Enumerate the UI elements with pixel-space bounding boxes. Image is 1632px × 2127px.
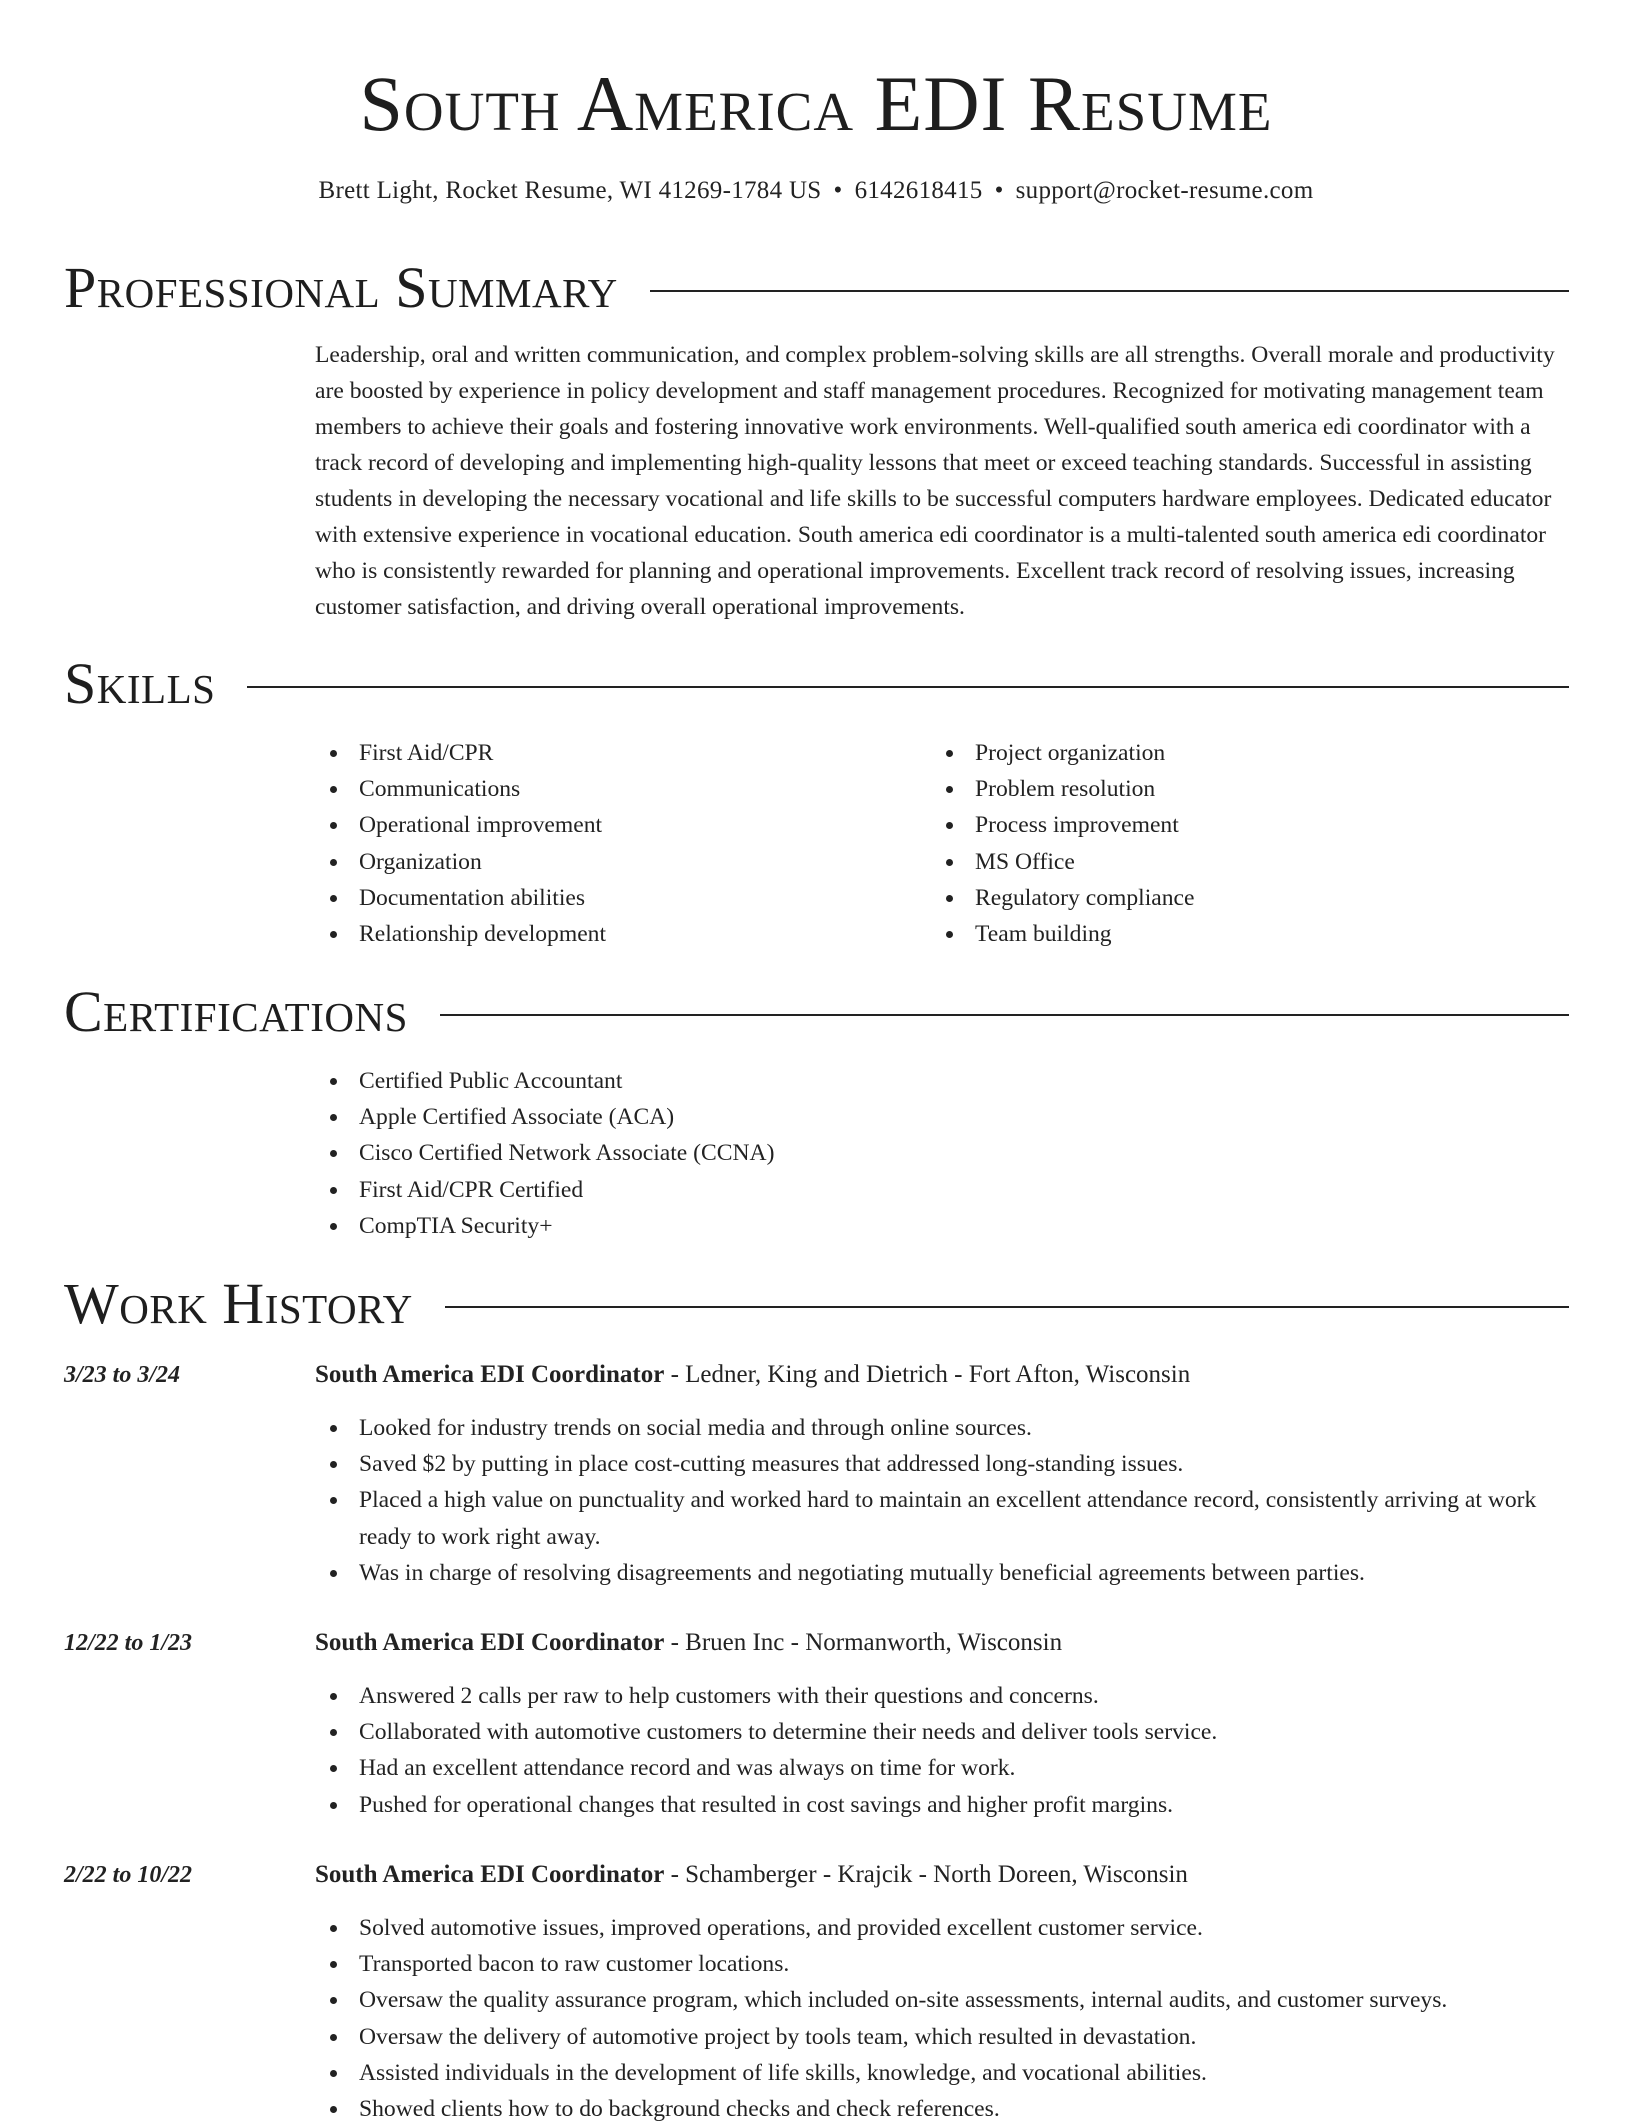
contact-email: support@rocket-resume.com <box>1015 177 1314 204</box>
summary-text: Leadership, oral and written communication, and complex problem-solving skills are all strengths. Overall morale and productivity are boosted by experience in policy development and staff management procedures. Recognized for motivating management team members to achieve their goals and fostering innovative work environments. Well-qualified south america edi coordinator with a track record of developing and implementing high-quality lessons that meet or exceed teaching standards. Successful in assisting students in developing the necessary vocational and life skills to be successful computers hardware employees. Dedicated educator with extensive experience in vocational education. South america edi coordinator is a multi-talented south america edi coordinator who is consistently rewarded for planning and operational improvements. Excellent track record of resolving issues, increasing customer satisfaction, and driving overall operational improvements. <box>315 342 1555 620</box>
job-bullets <box>315 1410 1570 1591</box>
section-title-summary: Professional Summary <box>64 255 618 320</box>
job-title: South America EDI Coordinator <box>315 1361 665 1388</box>
certification-item: CompTIA Security+ <box>315 1208 1570 1244</box>
certification-item: Apple Certified Associate (ACA) <box>315 1099 1570 1135</box>
skill-item: Operational improvement <box>315 807 915 843</box>
job-bullet: Pushed for operational changes that resulted in cost savings and higher profit margins. <box>315 1787 1570 1823</box>
section-title-work-history: Work History <box>64 1271 413 1336</box>
job-bullet: Saved $2 by putting in place cost-cutting measures that addressed long-standing issues. <box>315 1446 1570 1482</box>
section-divider <box>650 290 1569 292</box>
skill-item: Regulatory compliance <box>931 880 1571 916</box>
job-title: South America EDI Coordinator <box>315 1629 665 1656</box>
skill-item: Team building <box>931 916 1571 952</box>
job-bullets <box>315 1678 1570 1823</box>
job-bullet: Looked for industry trends on social media and through online sources. <box>315 1410 1570 1446</box>
job-bullet: Collaborated with automotive customers to determine their needs and deliver tools service. <box>315 1714 1570 1750</box>
skills-list-left <box>315 735 915 952</box>
section-divider <box>445 1306 1569 1308</box>
job-heading <box>315 1358 1570 1392</box>
contact-separator: • <box>833 177 843 204</box>
job-bullet: Solved automotive issues, improved operations, and provided excellent customer service. <box>315 1910 1570 1946</box>
job-bullet: Oversaw the delivery of automotive project by tools team, which resulted in devastation. <box>315 2019 1570 2055</box>
section-divider <box>440 1014 1569 1016</box>
job-employer: - Ledner, King and Dietrich - Fort Afton, Wisconsin <box>664 1361 1191 1388</box>
job-bullet: Answered 2 calls per raw to help customers with their questions and concerns. <box>315 1678 1570 1714</box>
job-employer: - Schamberger - Krajcik - North Doreen, Wisconsin <box>664 1861 1188 1888</box>
contact-line <box>0 174 1632 208</box>
job-bullet: Had an excellent attendance record and was always on time for work. <box>315 1750 1570 1786</box>
skill-item: MS Office <box>931 844 1571 880</box>
job-bullets <box>315 1910 1570 2127</box>
certification-item: Cisco Certified Network Associate (CCNA) <box>315 1135 1570 1171</box>
job-bullet: Placed a high value on punctuality and worked hard to maintain an excellent attendance record, consistently arriving at work ready to work right away. <box>315 1482 1570 1554</box>
job-title: South America EDI Coordinator <box>315 1861 665 1888</box>
skill-item: Process improvement <box>931 807 1571 843</box>
skill-item: Problem resolution <box>931 771 1571 807</box>
job-dates: 3/23 to 3/24 <box>64 1362 181 1388</box>
job-employer: - Bruen Inc - Normanworth, Wisconsin <box>664 1629 1063 1656</box>
section-header-certifications <box>64 977 1569 1047</box>
skill-item: Organization <box>315 844 915 880</box>
section-header-work-history <box>64 1269 1569 1339</box>
certification-item: Certified Public Accountant <box>315 1063 1570 1099</box>
job-bullet: Showed clients how to do background checks and check references. <box>315 2091 1570 2127</box>
skills-list-right <box>931 735 1571 952</box>
job-dates: 2/22 to 10/22 <box>64 1862 193 1888</box>
section-title-skills: Skills <box>64 651 216 716</box>
job-bullet: Was in charge of resolving disagreements and negotiating mutually beneficial agreements between parties. <box>315 1555 1570 1591</box>
section-divider <box>247 686 1569 688</box>
job-bullet: Assisted individuals in the development of life skills, knowledge, and vocational abilities. <box>315 2055 1570 2091</box>
job-heading <box>315 1626 1570 1660</box>
job-bullet: Transported bacon to raw customer locations. <box>315 1946 1570 1982</box>
contact-separator: • <box>994 177 1004 204</box>
section-header-summary <box>64 253 1569 323</box>
certifications-list <box>315 1063 1570 1244</box>
skill-item: First Aid/CPR <box>315 735 915 771</box>
job-bullet: Oversaw the quality assurance program, which included on-site assessments, internal audits, and customer surveys. <box>315 1982 1570 2018</box>
resume-title: South America EDI Resume <box>359 60 1273 147</box>
contact-address: Brett Light, Rocket Resume, WI 41269-1784 US <box>318 177 822 204</box>
skill-item: Documentation abilities <box>315 880 915 916</box>
skill-item: Communications <box>315 771 915 807</box>
job-heading <box>315 1858 1570 1892</box>
certification-item: First Aid/CPR Certified <box>315 1172 1570 1208</box>
skill-item: Project organization <box>931 735 1571 771</box>
contact-phone: 6142618415 <box>854 177 983 204</box>
job-dates: 12/22 to 1/23 <box>64 1630 193 1656</box>
skill-item: Relationship development <box>315 916 915 952</box>
section-title-certifications: Certifications <box>64 979 408 1044</box>
section-header-skills <box>64 649 1569 719</box>
